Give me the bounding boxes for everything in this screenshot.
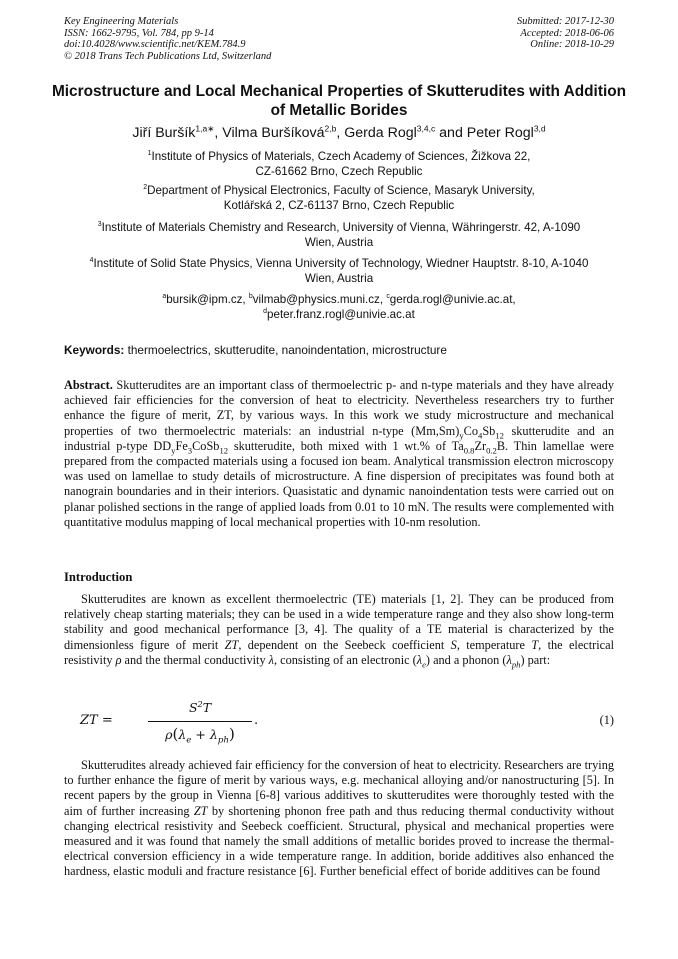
email-link[interactable]: peter.franz.rogl@univie.ac.at [267, 308, 415, 321]
section-heading-introduction: Introduction [64, 570, 133, 584]
intro-paragraph-2: Skutterudites already achieved fair efficiency for the conversion of heat to electricity. Researchers are trying to further enhance the figure of merit by various ways, e.g. mechanical alloying and/or nanostructuring [5]. In recent papers by the group in Vienna [6-8] various additives to skutterudites were thoroughly tested with the aim of further increasing ZT by shortening phonon free path and thus reducing thermal conductivity without changing electrical resistivity and Seebeck coefficient. Structural, physical and mechanical properties were measured and it was found that namely the small additions of metallic borides proved to increase the thermal-electrical conversion efficiency in a wide temperature range. In addition, boride additives also enhanced the hardness, elastic moduli and fracture resistance [6]. Further beneficial effect of boride additives can be found [64, 758, 614, 879]
email-link[interactable]: bursik@ipm.cz [166, 293, 243, 306]
author-affiliation-mark: 3,4,c [416, 123, 436, 134]
equation-period: . [254, 713, 259, 728]
email-list: $^a$bursik@ipm.cz, $^b$vilmab@physics.muni.cz, $^c$gerda.rogl@univie.ac.at, $^d$peter.franz.rogl@univie.ac.at [162, 293, 516, 321]
author-affiliation-mark: 1,a∗ [195, 123, 215, 134]
keywords-text: thermoelectrics, skutterudite, nanoindentation, microstructure [124, 343, 447, 357]
journal-name: Key Engineering Materials [64, 16, 179, 27]
equation-denominator: $\rho(\lambda_e + \lambda_{ph})$ [165, 725, 235, 746]
copyright-line: © 2018 Trans Tech Publications Ltd, Switzerland [64, 50, 272, 62]
author-list: Jiří Buršík$^{1,a∗}$, Vilma Buršíková$^{2,b}$, Gerda Rogl$^{3,4,c}$ and Peter Rogl$^{3,d}$ [132, 123, 546, 141]
submitted-date: Submitted: 2017-12-30 [516, 16, 614, 27]
abstract: Abstract. Skutterudites are an important class of thermoelectric p- and n-type materials and they have already achieved fair efficiencies for the conversion of heat to electricity. Nevertheless researchers try to further enhance the figure of merit, ZT, by various ways. In this work we study microstructure and mechanical properties of two thermoelectric materials: an industrial n-type $(Mm,Sm)_yCo_4Sb_{12}$ skutterudite and an industrial p-type $DD_yFe_3CoSb_{12}$ skutterudite, both mixed with 1 wt.% of $Ta_{0.8}Zr_{0.2}B$. Thin lamellae were prepared from the compacted materials using a focused ion beam. Analytical transmission electron microscopy was used on lamellae to study details of microstructure. A fine dispersion of precipitates was found both at nanograin boundaries and in their interiors. Quasistatic and dynamic nanoindentation tests were carried out on planar polished sections in the range of applied loads from 0.01 to 10 mN. The results were complemented with quantitative modulus mapping of local mechanical properties with 10-nm resolution. [64, 378, 614, 529]
author-name: Gerda Rogl [344, 125, 417, 141]
intro-paragraph-1: Skutterudites are known as excellent thermoelectric (TE) materials [1, 2]. They can be produced from relatively cheap starting materials; they can be used in a wide temperature range and they also show long-term stability and good mechanical performance [3, 4]. The quality of a TE material is characterized by the dimensionless figure of merit ZT, dependent on the Seebeck coefficient S, temperature T, the electrical resistivity ρ and the thermal conductivity λ, consisting of an electronic $(\lambda_e)$ and a phonon $(\lambda_{ph})$ part: [64, 592, 614, 670]
equation-1 [64, 699, 614, 747]
email-link[interactable]: vilmab@physics.muni.cz [252, 293, 380, 306]
affiliation-4: $^4$Institute of Solid State Physics, Vienna University of Technology, Wiedner Hauptstr. 8-10, A-1040 Wien, Austria [89, 257, 589, 285]
journal-info [64, 16, 271, 62]
author-name: Peter Rogl [466, 125, 534, 141]
affiliation-2: $^2$Department of Physical Electronics, Faculty of Science, Masaryk University, Kotlářská 2, CZ-61137 Brno, Czech Republic [143, 184, 535, 212]
equation-lhs: ZT = [80, 713, 113, 728]
affiliation-3: $^3$Institute of Materials Chemistry and Research, University of Vienna, Währingerstr. 42, A-1090 Wien, Austria [97, 221, 581, 249]
equation-number: (1) [599, 713, 614, 727]
keywords [64, 343, 624, 358]
author-affiliation-mark: 3,d [533, 123, 546, 134]
paper-title: Microstructure and Local Mechanical Properties of Skutterudites with Addition of Metallic Borides [51, 83, 627, 119]
accepted-date: Accepted: 2018-06-06 [520, 27, 614, 39]
online-date: Online: 2018-10-29 [530, 39, 614, 51]
author-name: Jiří Buršík [132, 125, 196, 141]
fraction-bar [148, 721, 252, 722]
author-affiliation-mark: 2,b [324, 123, 337, 134]
issn-line: ISSN: 1662-9795, Vol. 784, pp 9-14 [64, 27, 214, 39]
keywords-label: Keywords: [64, 343, 125, 357]
affiliation-1: $^1$Institute of Physics of Materials, Czech Academy of Sciences, Žižkova 22, CZ-61662 Brno, Czech Republic [147, 150, 531, 178]
author-name: Vilma Buršíková [222, 125, 325, 141]
doi-line[interactable]: doi:10.4028/www.scientific.net/KEM.784.9 [64, 39, 246, 51]
email-link[interactable]: gerda.rogl@univie.ac.at [389, 293, 513, 306]
equation-numerator: $S^2T$ [188, 699, 212, 716]
abstract-label: Abstract. [64, 378, 113, 392]
date-info [517, 16, 614, 51]
corresponding-author-mark: ∗ [207, 123, 215, 134]
